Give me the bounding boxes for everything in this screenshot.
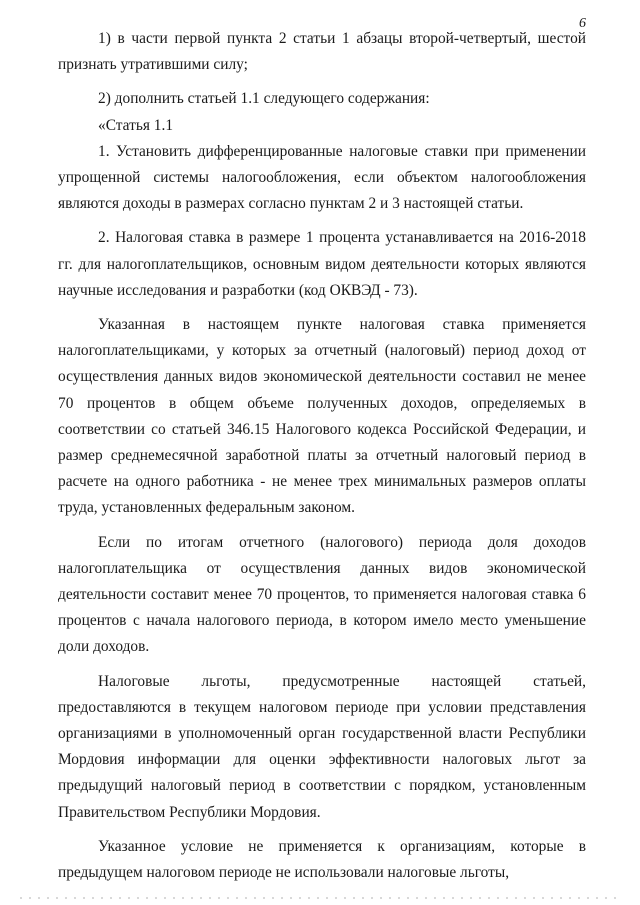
paragraph-item-2: 2) дополнить статьей 1.1 следующего содержания: [98, 90, 430, 108]
paragraph-rate-conditions: Указанная в настоящем пункте налоговая ставка применяется налогоплательщиками, у которых за отчетный (налоговый) период доход от осуществления данных видов экономической деятельности составил не менее 70 процентов в общем объеме полученных доходов, определяемых в соответствии со статьей 346.15 Налогового кодекса Российской Федерации, и размер среднемесячной заработной платы за отчетный налоговый период в расчете на одного работника - не менее трех минимальных размеров оплаты труда, установленных федеральным законом. [58, 316, 586, 517]
paragraph-exception: Указанное условие не применяется к организациям, которые в предыдущем налоговом периоде не использовали налоговые льготы, [58, 837, 586, 882]
article-heading: «Статья 1.1 [98, 116, 174, 134]
paragraph-clause-2: 2. Налоговая ставка в размере 1 процента устанавливается на 2016-2018 гг. для налогоплательщиков, основным видом деятельности которых являются научные исследования и разработки (код ОКВЭД - 73). [58, 229, 586, 299]
paragraph-clause-1: 1. Установить дифференцированные налоговые ставки при применении упрощенной системы налогообложения, если объектом налогообложения являются доходы в размерах согласно пунктам 2 и 3 настоящей статьи. [58, 142, 586, 213]
paragraph-tax-benefits: Налоговые льготы, предусмотренные настоящей статьей, предоставляются в текущем налоговом периоде при условии представления организациями в уполномоченный орган государственной власти Республики Мордовия информации для оценки эффективности налоговых льгот за предыдущий налоговый период в соответствии с порядком, установленным Правительством Республики Мордовия. [58, 672, 586, 821]
paragraph-item-1: 1) в части первой пункта 2 статьи 1 абзацы второй-четвертый, шестой признать утратившими силу; [58, 30, 586, 74]
scan-artifact-line [20, 897, 620, 899]
page-number: 6 [579, 16, 586, 31]
document-body [58, 26, 586, 886]
paragraph-rate-fallback: Если по итогам отчетного (налогового) периода доля доходов налогоплательщика от осуществления данных видов экономической деятельности составит менее 70 процентов, то применяется налоговая ставка 6 процентов с начала налогового периода, в котором имело место уменьшение доли доходов. [58, 533, 586, 656]
